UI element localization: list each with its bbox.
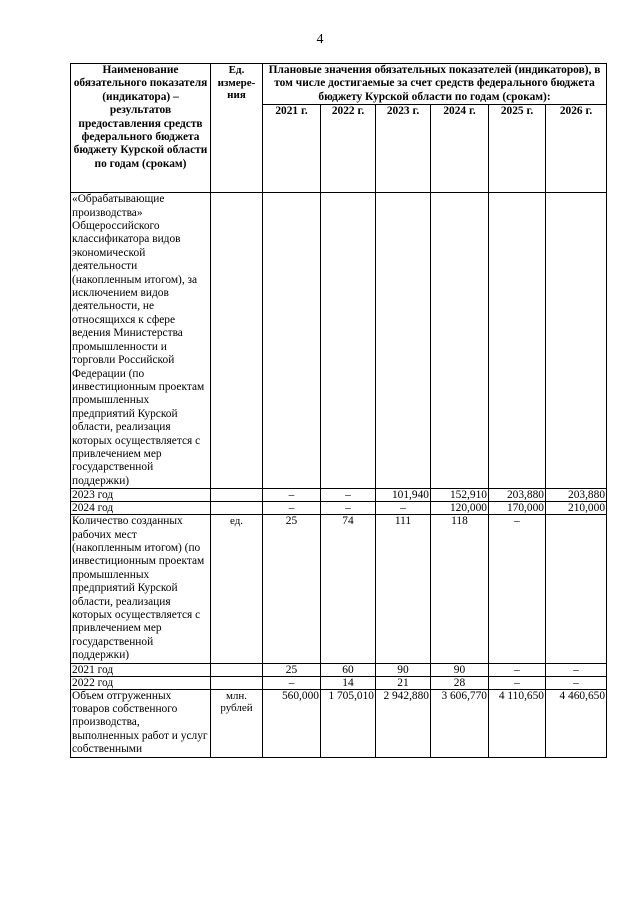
page-number: 4 [316,32,324,47]
indicators-table [70,63,607,758]
unit-cell [211,676,263,689]
value-cell [321,193,376,489]
value-cell: 1 705,010 [321,689,376,757]
value-cell [546,515,607,663]
header-year: 2023 г. [376,105,431,193]
indicator-name: Количество созданных рабочих мест (накопленным итогом) (по инвестиционным проектам промышленных предприятий Курской области, реализация которых осуществляется с привлечением мер государственной поддержки) [71,515,211,663]
value-cell: 118 [431,515,489,663]
header-year: 2022 г. [321,105,376,193]
year-label: 2022 год [71,676,211,689]
indicator-name: «Обрабатывающие производства» Общероссийского классификатора видов экономической деятельности (накопленным итогом), за исключением видов деятельности, не относящихся к сфере ведения Министерства промышленности и торговли Российской Федерации (по инвестиционным проектам промышленных предприятий Курской области, реализация которых осуществляется с привлечением мер государственной поддержки) [71,193,211,489]
table-row [71,193,607,489]
header-year: 2026 г. [546,105,607,193]
value-cell: 2 942,880 [376,689,431,757]
value-cell: 152,910 [431,489,489,502]
value-cell: – [263,502,321,515]
unit-cell [211,193,263,489]
unit-cell [211,489,263,502]
table-row [71,515,607,663]
value-cell: – [263,676,321,689]
value-cell: 60 [321,663,376,676]
value-cell: 3 606,770 [431,689,489,757]
value-cell: – [376,502,431,515]
value-cell: 203,880 [546,489,607,502]
value-cell: 74 [321,515,376,663]
value-cell: – [546,663,607,676]
value-cell: 90 [376,663,431,676]
header-planned-values: Плановые значения обязательных показателей (индикаторов), в том числе достигаемые за счет средств федерального бюджета бюджету Курской области по годам (срокам): [263,64,607,105]
header-year: 2021 г. [263,105,321,193]
value-cell: 101,940 [376,489,431,502]
value-cell [376,193,431,489]
value-cell: – [489,663,546,676]
value-cell [546,193,607,489]
year-label: 2023 год [71,489,211,502]
year-label: 2024 год [71,502,211,515]
value-cell: 90 [431,663,489,676]
value-cell: 120,000 [431,502,489,515]
value-cell: – [489,676,546,689]
value-cell [489,193,546,489]
header-year: 2024 г. [431,105,489,193]
table-row [71,502,607,515]
value-cell: – [489,515,546,663]
value-cell: 170,000 [489,502,546,515]
table-row [71,663,607,676]
value-cell: 21 [376,676,431,689]
indicator-name: Объем отгруженных товаров собственного производства, выполненных работ и услуг собственными [71,689,211,757]
value-cell: 210,000 [546,502,607,515]
value-cell: 560,000 [263,689,321,757]
header-indicator-name: Наименование обязательного показателя (индикатора) – результатов предоставления средств федерального бюджета бюджету Курской области по годам (срокам) [71,64,211,193]
value-cell: 203,880 [489,489,546,502]
value-cell: – [263,489,321,502]
value-cell: 28 [431,676,489,689]
unit-cell [211,502,263,515]
value-cell: 111 [376,515,431,663]
value-cell: – [321,489,376,502]
value-cell: – [546,676,607,689]
year-label: 2021 год [71,663,211,676]
table-row [71,676,607,689]
header-unit: Ед. измере-ния [211,64,263,193]
value-cell: – [321,502,376,515]
table-row [71,689,607,757]
header-year: 2025 г. [489,105,546,193]
value-cell [263,193,321,489]
value-cell: 14 [321,676,376,689]
unit-cell: млн. рублей [211,689,263,757]
unit-cell: ед. [211,515,263,663]
value-cell: 4 460,650 [546,689,607,757]
value-cell: 4 110,650 [489,689,546,757]
value-cell: 25 [263,515,321,663]
value-cell [431,193,489,489]
unit-cell [211,663,263,676]
value-cell: 25 [263,663,321,676]
table-row [71,489,607,502]
